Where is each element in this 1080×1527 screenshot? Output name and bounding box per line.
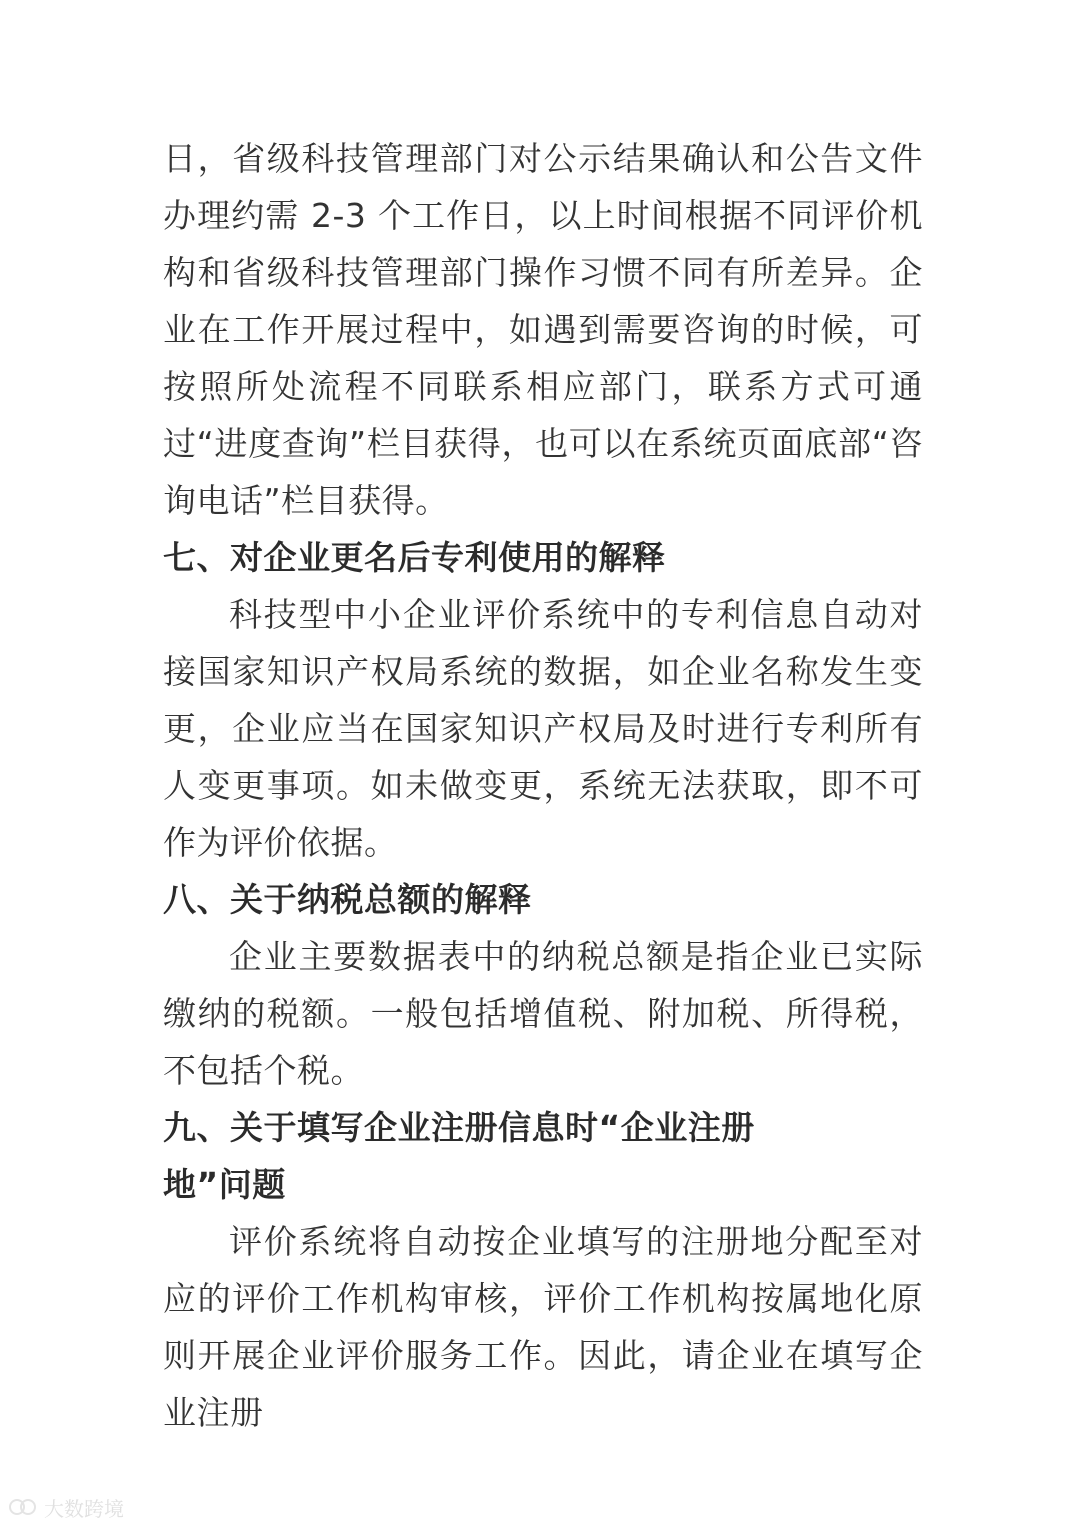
- paragraph-section-7: 科技型中小企业评价系统中的专利信息自动对接国家知识产权局系统的数据，如企业名称发生变更，企业应当在国家知识产权局及时进行专利所有人变更事项。如未做变更，系统无法获取，即不可作为评价依据。: [163, 595, 923, 862]
- paragraph-section-9: 评价系统将自动按企业填写的注册地分配至对应的评价工作机构审核，评价工作机构按属地化原则开展企业评价服务工作。因此，请企业在填写企业注册: [163, 1222, 923, 1432]
- paragraph-continued: 日，省级科技管理部门对公示结果确认和公告文件办理约需 2-3 个工作日，以上时间根据不同评价机构和省级科技管理部门操作习惯不同有所差异。企业在工作开展过程中，如遇到需要咨询的时候，可按照所处流程不同联系相应部门，联系方式可通过“进度查询”栏目获得，也可以在系统页面底部“咨询电话”栏目获得。: [163, 139, 923, 520]
- watermark: [8, 1490, 124, 1524]
- watermark-logo-icon: [8, 1494, 38, 1520]
- document-page: [163, 130, 923, 1441]
- watermark-text: 大数跨境: [44, 1496, 124, 1521]
- paragraph-section-8: 企业主要数据表中的纳税总额是指企业已实际缴纳的税额。一般包括增值税、附加税、所得税，不包括个税。: [163, 937, 923, 1090]
- section-heading-8: 八、关于纳税总额的解释: [163, 880, 532, 919]
- section-heading-9: 九、关于填写企业注册信息时“企业注册地”问题: [163, 1108, 755, 1204]
- section-heading-7: 七、对企业更名后专利使用的解释: [163, 538, 666, 577]
